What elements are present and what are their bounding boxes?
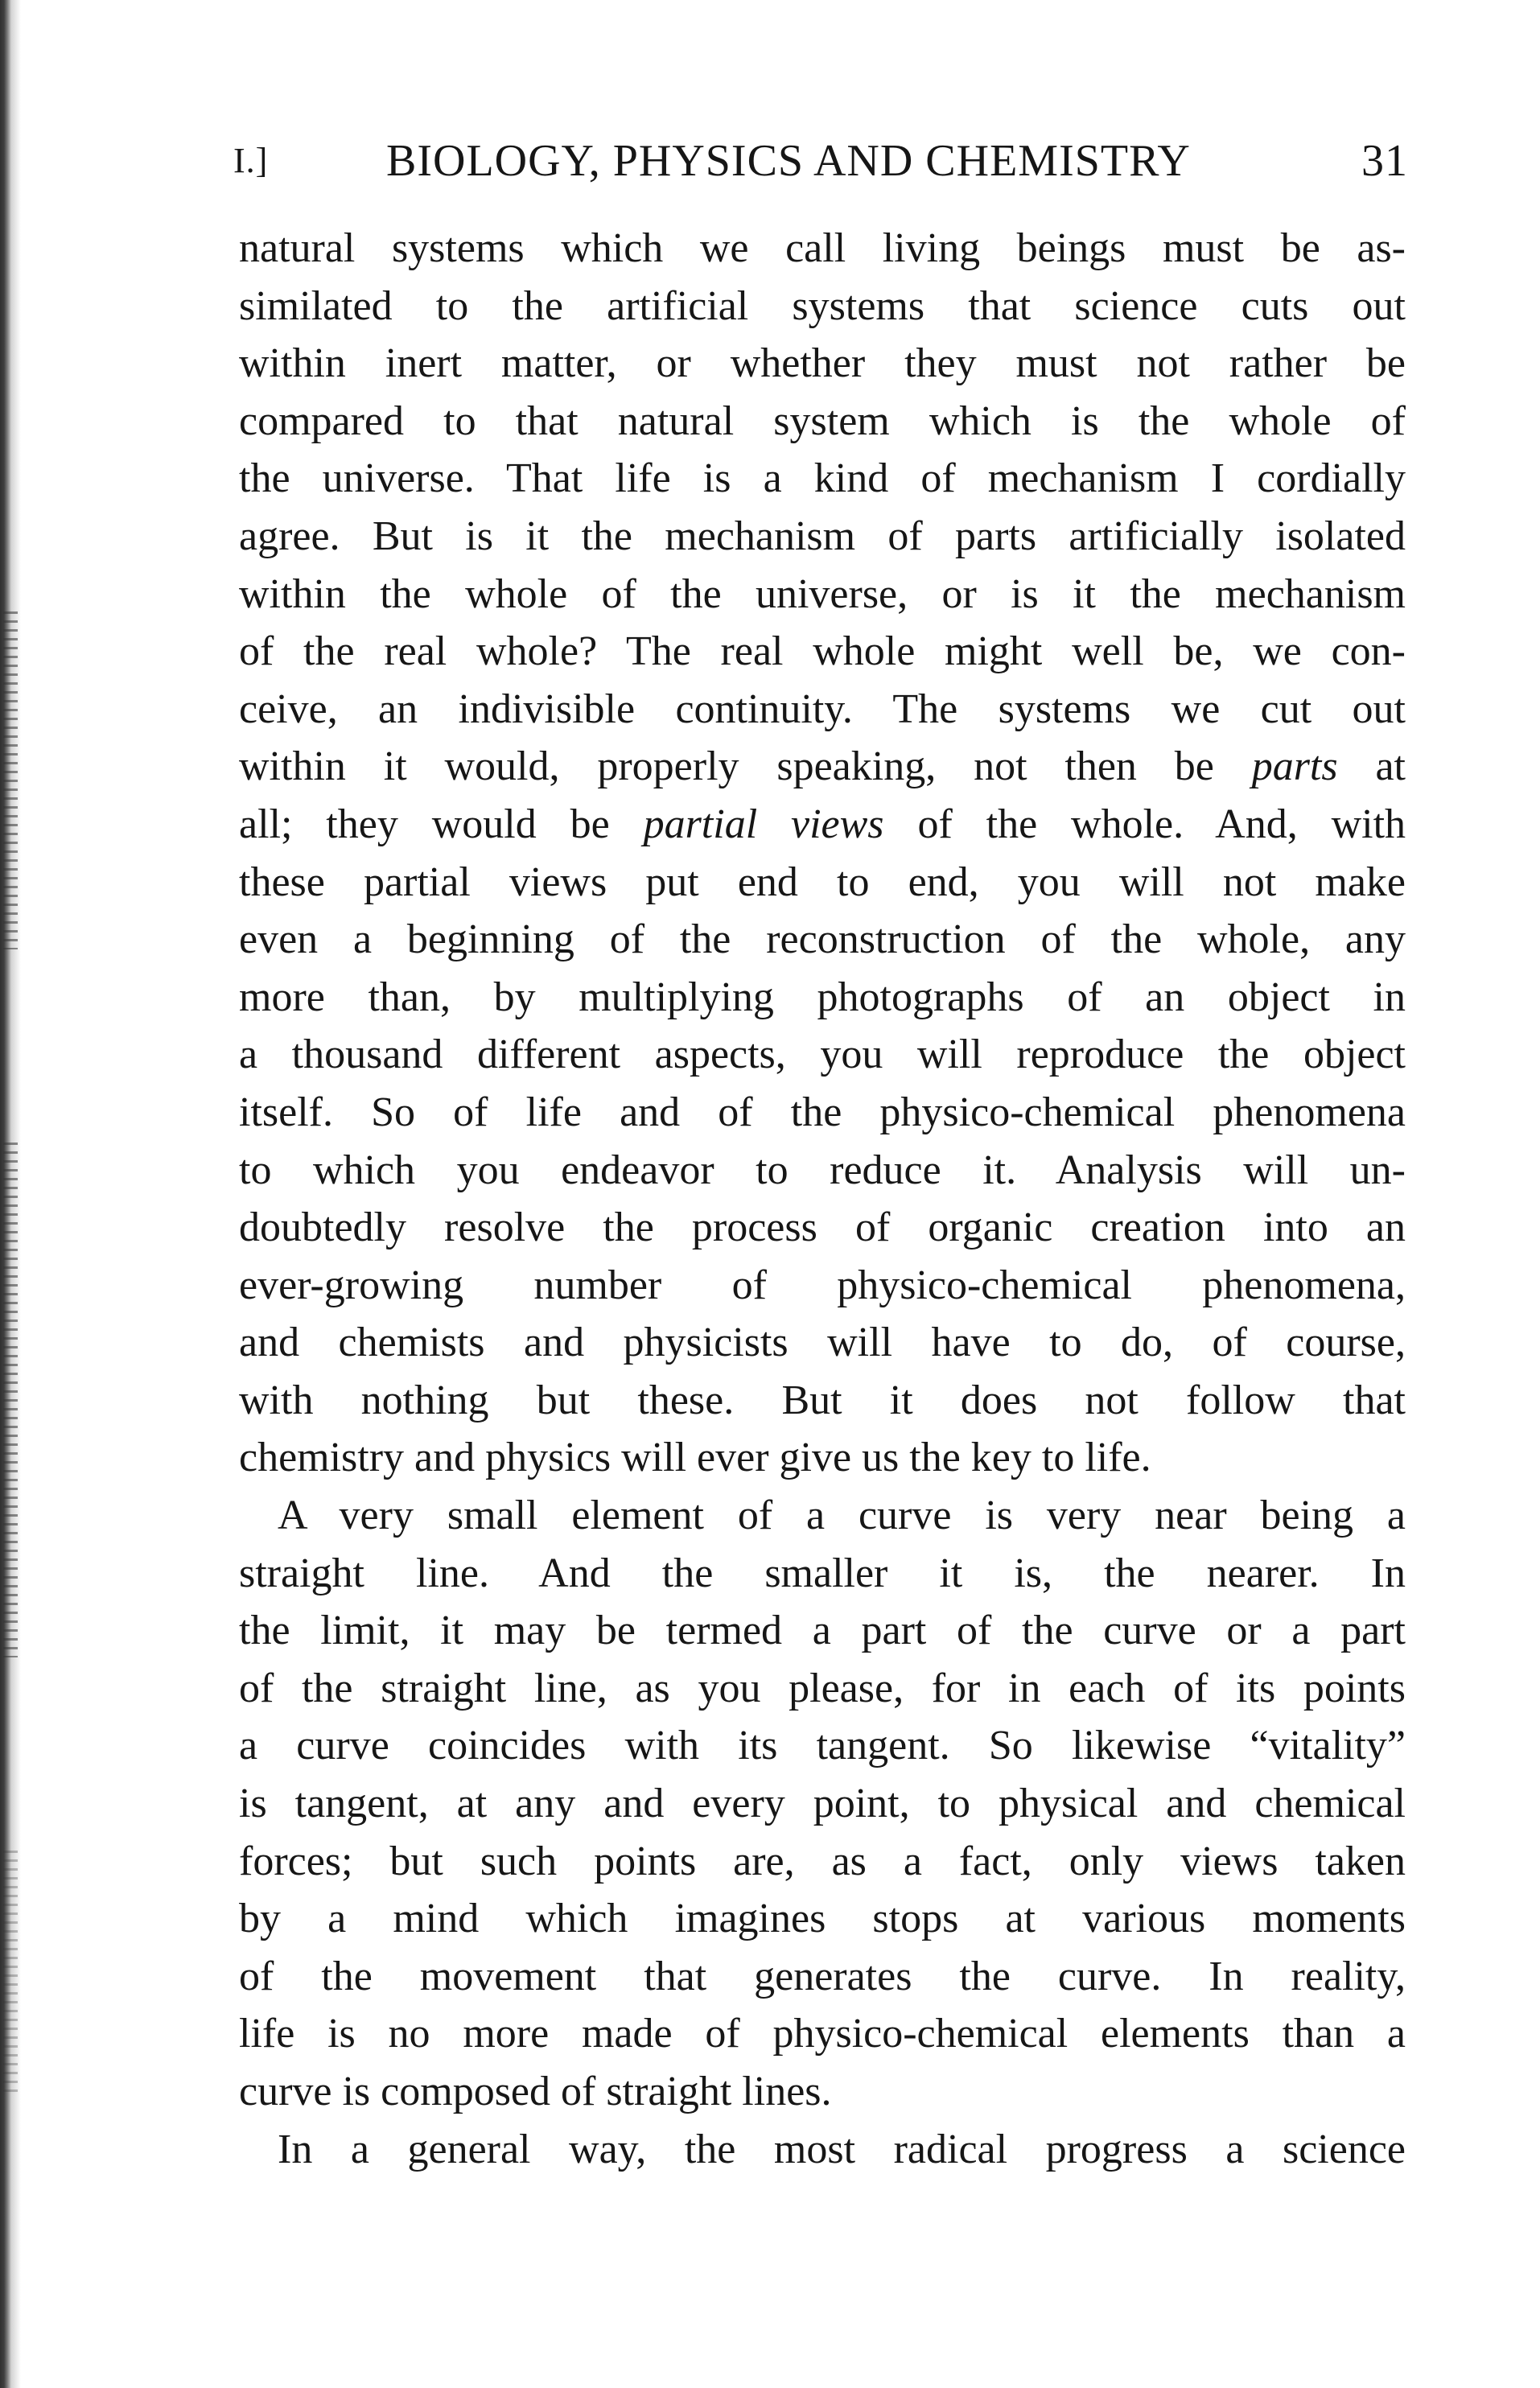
text-line: more than, by multiplying photographs of an object in <box>239 974 1406 1020</box>
text-line: curve is composed of straight lines. <box>239 2069 832 2114</box>
text-line: compared to that natural system which is the whole of <box>239 397 1406 444</box>
text-line: with nothing but these. But it does not follow that <box>239 1377 1406 1423</box>
text-span: of the whole. And, with <box>883 801 1406 847</box>
text-line: itself. So of life and of the physico-chemical phenomena <box>239 1089 1406 1135</box>
text-span: all; they would be <box>239 801 644 847</box>
text-line: within inert matter, or whether they must not rather be <box>239 340 1406 387</box>
text-line: the limit, it may be termed a part of the curve or a part <box>239 1608 1406 1654</box>
text-line: by a mind which imagines stops at various moments <box>239 1896 1406 1942</box>
text-line: chemistry and physics will ever give us the key to life. <box>239 1435 1151 1481</box>
binding-shadow <box>3 611 18 949</box>
italic-text: partial views <box>643 801 884 847</box>
text-line: of the movement that generates the curve. In reality, <box>239 1953 1406 1999</box>
text-line <box>239 738 1406 796</box>
text-line: doubtedly resolve the process of organic creation into an <box>239 1204 1406 1251</box>
text-line: even a beginning of the reconstruction of the whole, any <box>239 916 1406 963</box>
text-line: similated to the artificial systems that science cuts out <box>239 282 1406 329</box>
text-line: a thousand different aspects, you will reproduce the object <box>239 1031 1406 1078</box>
body-text <box>239 220 1406 2178</box>
text-line: natural systems which we call living beings must be as- <box>239 225 1406 271</box>
binding-shadow <box>3 1851 18 2092</box>
running-title: BIOLOGY, PHYSICS AND CHEMISTRY <box>386 136 1191 186</box>
text-line: agree. But is it the mechanism of parts artificially isolated <box>239 513 1406 559</box>
binding-shadow <box>3 1143 18 1657</box>
text-line <box>239 796 1406 854</box>
text-line: within the whole of the universe, or is it the mechanism <box>239 570 1406 617</box>
chapter-marker: I.] <box>233 141 269 180</box>
text-line: the universe. That life is a kind of mechanism I cordially <box>239 455 1406 502</box>
running-header <box>233 129 1408 193</box>
text-line: and chemists and physicists will have to do, of course, <box>239 1320 1406 1366</box>
text-span: at <box>1337 743 1406 790</box>
text-line: ceive, an indivisible continuity. The systems we cut out <box>239 686 1406 732</box>
italic-text: parts <box>1251 743 1338 790</box>
text-line: In a general way, the most radical progress a science <box>278 2126 1406 2172</box>
text-line: a curve coincides with its tangent. So likewise “vitality” <box>239 1723 1406 1769</box>
text-line: to which you endeavor to reduce it. Analysis will un- <box>239 1147 1406 1193</box>
text-line: A very small element of a curve is very near being a <box>278 1492 1406 1539</box>
text-line: life is no more made of physico-chemical elements than a <box>239 2011 1406 2057</box>
text-line: these partial views put end to end, you will not make <box>239 858 1406 905</box>
page-number: 31 <box>1361 136 1408 186</box>
text-line: of the real whole? The real whole might well be, we con- <box>239 628 1406 675</box>
text-line: straight line. And the smaller it is, the nearer. In <box>239 1550 1406 1596</box>
text-span: within it would, properly speaking, not then be <box>239 743 1252 790</box>
text-line: is tangent, at any and every point, to physical and chemical <box>239 1781 1406 1827</box>
text-line: forces; but such points are, as a fact, only views taken <box>239 1838 1406 1884</box>
text-line: ever-growing number of physico-chemical phenomena, <box>239 1262 1406 1308</box>
text-line: of the straight line, as you please, for in each of its points <box>239 1665 1406 1711</box>
